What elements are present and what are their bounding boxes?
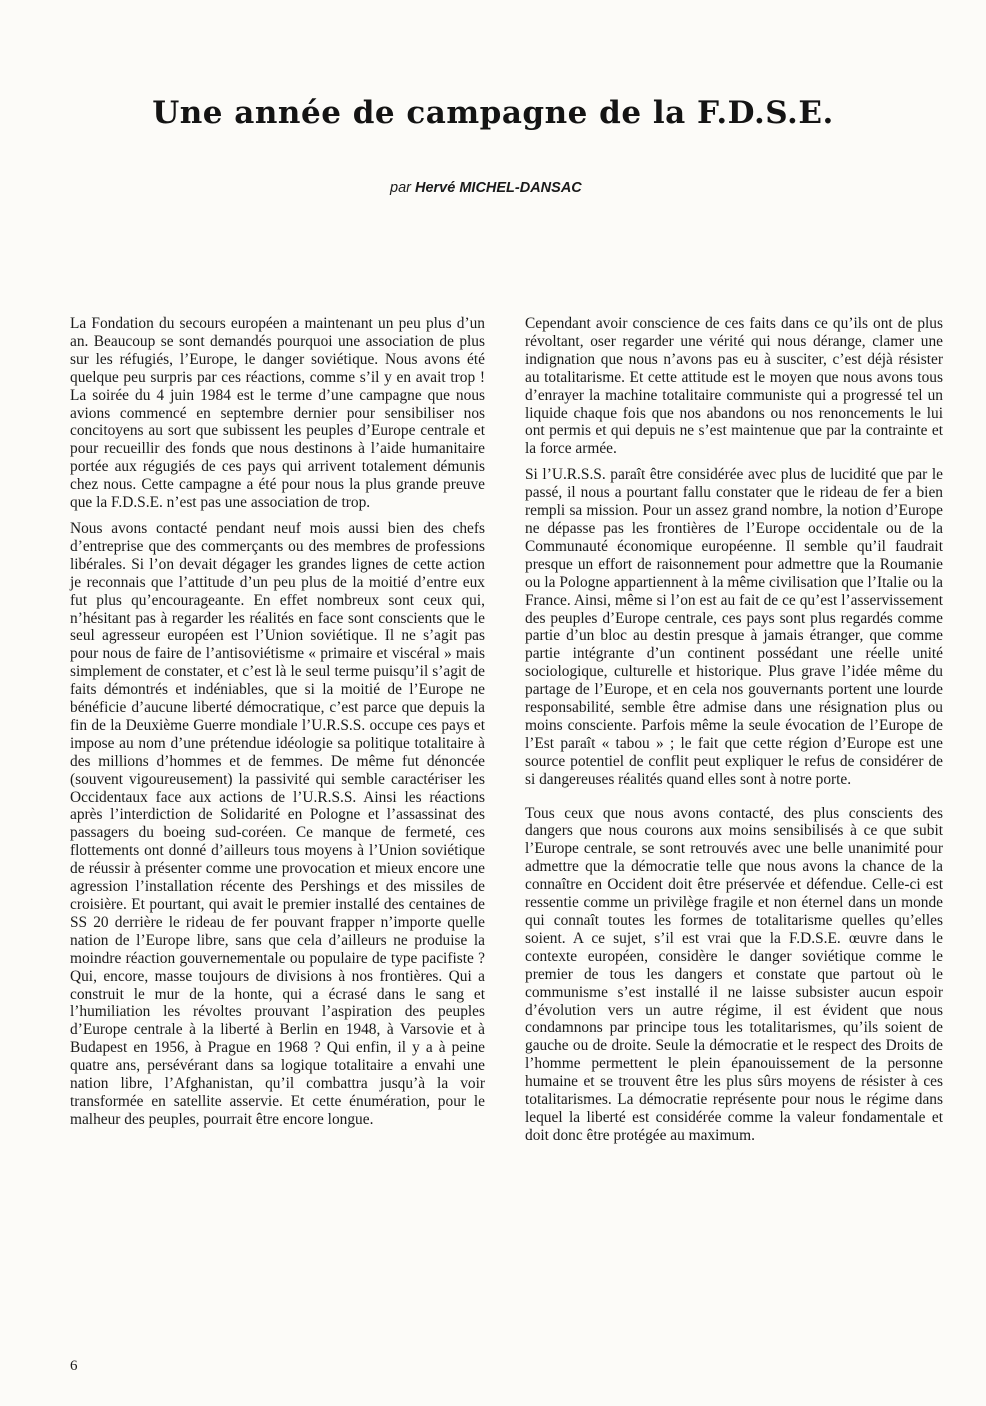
paragraph: La Fondation du secours européen a maintenant un peu plus d’un an. Beaucoup se sont demandés pourquoi une association de plus sur les réfugiés, l’Europe, le danger soviétique. Nous avons été quelque peu surpris par ces réactions, comme s’il y en avait trop ! La soirée du 4 juin 1984 est le terme d’une campagne que nous avions commencé en septembre dernier pour sensibiliser nos concitoyens au sort que subissent les peuples d’Europe centrale et pour recueillir des fonds que nous destinons à l’aide humanitaire portée aux régugiés de ces pays qui arrivent totalement démunis chez nous. Cette campagne a été pour nous la plus grande preuve que la F.D.S.E. n’est pas une association de trop. — [70, 315, 485, 512]
paragraph: Si l’U.R.S.S. paraît être considérée avec plus de lucidité que par le passé, il nous a pourtant fallu constater que le rideau de fer a bien rempli sa mission. Pour un assez grand nombre, la notion d’Europe ne dépasse pas les frontières de l’Europe occidentale ou de la Communauté économique européenne. Il semble qu’il faudrait presque un effort de raisonnement pour admettre que la Roumanie ou la Pologne appartiennent à la même civilisation que l’Italie ou la France. Ainsi, même si l’on est au fait de ce qu’est l’asservissement des peuples d’Europe centrale, ces pays sont plus regardés comme partie d’un bloc au destin presque à jamais étranger, que comme partie intégrante d’un continent possédant une réelle unité sociologique, culturelle et historique. Plus grave l’idée même du partage de l’Europe, et en cela nos gouvernants portent une lourde responsabilité, semble être admise dans une résignation plus ou moins consciente. Parfois même la seule évocation de l’Europe de l’Est paraît « tabou » ; le fait que cette région d’Europe est une source potentiel de conflit peut expliquer le refus de considérer de si dangereuses réalités quand elles sont à notre porte. — [525, 466, 943, 788]
page-number: 6 — [70, 1358, 78, 1374]
paragraph: Nous avons contacté pendant neuf mois aussi bien des chefs d’entreprise que des commerçants ou des membres de professions libérales. Si l’on devait dégager les grandes lignes de cette action je reconnais que l’attitude d’un peu plus de la moitié d’entre eux fut plus qu’encourageante. En effet nombreux sont ceux qui, n’hésitant pas à regarder les réalités en face sont conscients que le seul agresseur européen est l’Union soviétique. Il ne s’agit pas pour nous de faire de l’antisoviétisme « primaire et viscéral » mais simplement de constater, et c’est là le seul terme puisqu’il s’agit de faits démontrés et indéniables, que si la moitié de l’Europe ne bénéficie d’aucune liberté démocratique, c’est parce que depuis la fin de la Deuxième Guerre mondiale l’U.R.S.S. occupe ces pays et impose au nom d’une prétendue idéologie sa politique totalitaire à des millions d’hommes et de femmes. De même fut dénoncée (souvent vigoureusement) la passivité qui semble caractériser les Occidentaux face aux actions de l’U.R.S.S. Ainsi les réactions après l’interdiction de Solidarité en Pologne et l’assassinat des passagers du boeing sud-coréen. Ce manque de fermeté, ces flottements ont donné d’ailleurs tous moyens à l’Union soviétique de réussir à présenter comme une provocation et mieux encore une agression l’installation récente des Pershings et des missiles de croisière. Et pourtant, qui avait le premier installé des centaines de SS 20 derrière le rideau de fer pouvant frapper n’importe quelle nation de l’Europe libre, sans que cela d’ailleurs ne produise la moindre réaction gouvernementale ou populaire de type pacifiste ? Qui, encore, masse toujours de divisions à nos frontières. Qui a construit le mur de la honte, qui a écrasé dans le sang et l’humiliation les révoltes prouvant l’aspiration des peuples d’Europe centrale à la liberté à Berlin en 1948, à Varsovie et à Budapest en 1956, à Prague en 1968 ? Qui enfin, il y a à peine quatre ans, persévérant dans sa logique totalitaire a envahi une nation libre, l’Afghanistan, qu’il combattra jusqu’à la voir transformée en satellite asservie. Et cette énumération, pour le malheur des peuples, pourrait être encore longue. — [70, 519, 485, 1128]
article-title: Une année de campagne de la F.D.S.E. — [152, 95, 834, 131]
paragraph: Cependant avoir conscience de ces faits dans ce qu’ils ont de plus révoltant, oser regarder une vérité qui nous dérange, clamer une indignation que nous n’avons pas eu à susciter, c’est déjà résister au totalitarisme. Et cette attitude est le moyen que nous avons tous d’enrayer la machine totalitaire communiste qui a progressé tel un liquide chaque fois que nos abandons ou nos renoncements le lui ont permis et qui depuis ne s’est maintenue que par la contrainte et la force armée. — [525, 315, 943, 458]
right-column — [525, 315, 943, 1153]
author-name: Hervé MICHEL-DANSAC — [415, 180, 582, 196]
left-column — [70, 315, 485, 1137]
paragraph: Tous ceux que nous avons contacté, des plus conscients des dangers que nous courons aux moins sensibilisés à ce que subit l’Europe centrale, se sont retrouvés avec une belle unanimité pour admettre que la démocratie telle que nous avons la chance de la connaître en Occident doit être préservée et défendue. Celle-ci est ressentie comme un privilège fragile et non éternel dans un monde qui connaît toutes les formes de totalitarisme quelles qu’elles soient. A ce sujet, s’il est vrai que la F.D.S.E. œuvre dans le contexte européen, considère le danger soviétique comme le premier de tous les dangers et constate que partout où le communisme s’est installé il ne laisse subsister aucun espoir d’évolution vers un autre régime, il est évident que nous condamnons par principe tous les totalitarismes, qu’ils soient de gauche ou de droite. Seule la démocratie et le respect des Droits de l’homme permettent le plein épanouissement de la personne humaine et se trouvent être les plus sûrs moyens de résister à ces totalitarismes. La démocratie représente pour nous le régime dans lequel la liberté est considérée comme la valeur fondamentale et doit donc être protégée au maximum. — [525, 804, 943, 1144]
byline-prefix: par — [390, 180, 411, 196]
byline — [390, 180, 582, 196]
